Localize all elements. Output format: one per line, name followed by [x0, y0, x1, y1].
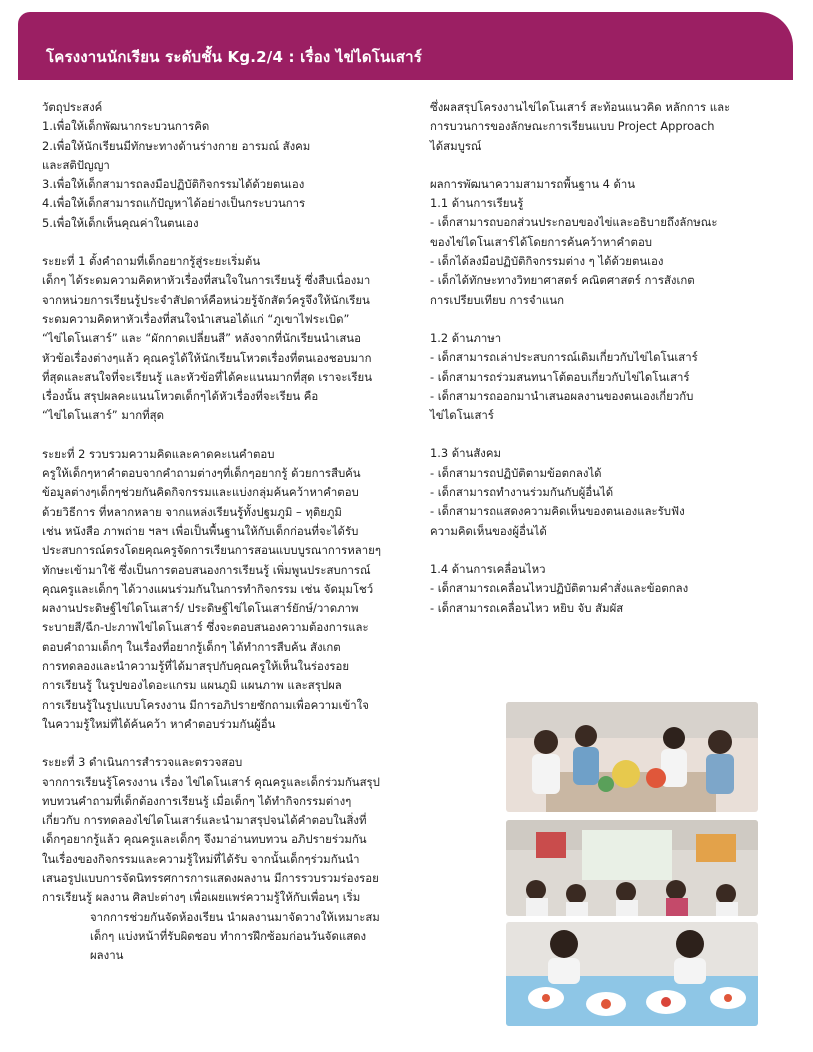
section-heading-movement: 1.4 ด้านการเคลื่อนไหว: [430, 561, 546, 576]
phase2-line: ข้อมูลต่างๆเด็กๆช่วยกันคิดกิจกรรมและแบ่งกลุ่มค้นคว้าหาคำตอบ: [42, 485, 359, 500]
activity-photo-1: [506, 702, 758, 812]
objective-item: 1.เพื่อให้เด็กพัฒนากระบวนการคิด: [42, 119, 210, 134]
phase2-line: ครูให้เด็กๆหาคำตอบจากคำถามต่างๆที่เด็กๆอยากรู้ ด้วยการสืบค้น: [42, 466, 361, 481]
phase3-line: จากการเรียนรู้โครงงาน เรื่อง ไข่ไดโนเสาร์ คุณครูและเด็กร่วมกันสรุป: [42, 774, 380, 789]
phase3-heading: ระยะที่ 3 ดำเนินการสำรวจและตรวจสอบ: [42, 755, 243, 770]
phase2-line: ผลงานประดิษฐ์ไข่ไดโนเสาร์/ ประดิษฐ์ไข่ไดโนเสาร์ยักษ์/วาดภาพ: [42, 601, 359, 616]
phase2-line: ตอบคำถามเด็กๆ ในเรื่องที่อยากรู้เด็กๆ ได้ทำการสืบค้น สังเกต: [42, 639, 341, 654]
section-line: ของไข่ไดโนเสาร์ได้โดยการค้นคว้าหาคำตอบ: [430, 234, 653, 249]
phase3-indented-line: จากการช่วยกันจัดห้องเรียน นำผลงานมาจัดวางให้เหมาะสม: [90, 909, 380, 924]
section-line: - เด็กสามารถเล่าประสบการณ์เดิมเกี่ยวกับไข่ไดโนเสาร์: [430, 350, 698, 365]
section-line: - เด็กสามารถทำงานร่วมกันกับผู้อื่นได้: [430, 485, 614, 500]
phase2-line: ระบายสี/ฉีก-ปะภาพไข่ไดโนเสาร์ ซึ่งจะตอบสนองความต้องการและ: [42, 620, 369, 635]
phase3-indented-line: เด็กๆ แบ่งหน้าที่รับผิดชอบ ทำการฝึกซ้อมก่อนวันจัดแสดง: [90, 928, 367, 943]
phase3-line: เสนอรูปแบบการจัดนิทรรศการการแสดงผลงาน มีการรวบรวมร่องรอย: [42, 870, 379, 885]
activity-photo-2: [506, 820, 758, 916]
section-line: - เด็กได้ทักษะทางวิทยาศาสตร์ คณิตศาสตร์ การสังเกต: [430, 273, 695, 288]
phase1-line: “ไข่ไดโนเสาร์” มากที่สุด: [42, 408, 164, 423]
right-column: [430, 98, 768, 618]
phase3-indented-line: ผลงาน: [90, 948, 124, 963]
intro-line: ซึ่งผลสรุปโครงงานไข่ไดโนเสาร์ สะท้อนแนวคิด หลักการ และ: [430, 100, 731, 114]
section-heading-language: 1.2 ด้านภาษา: [430, 330, 502, 345]
phase3-line: ทบทวนคำถามที่เด็กต้องการเรียนรู้ เมื่อเด็กๆ ได้ทำกิจกรรมต่างๆ: [42, 793, 352, 808]
phase2-line: การทดลองและนำความรู้ที่ได้มาสรุปกับคุณครูให้เห็นในร่องรอย: [42, 659, 350, 674]
left-column: [42, 98, 400, 965]
objective-item: 2.เพื่อให้นักเรียนมีทักษะทางด้านร่างกาย อารมณ์ สังคม: [42, 138, 311, 153]
section-line: ไข่ไดโนเสาร์: [430, 408, 494, 423]
phase2-line: ทักษะเข้ามาใช้ ซึ่งเป็นการตอบสนองการเรียนรู้ เพิ่มพูนประสบการณ์: [42, 562, 371, 577]
phase1-line: จากหน่วยการเรียนรู้ประจำสัปดาห์คือหน่วยรู้จักสัตว์ครูจึงให้นักเรียน: [42, 292, 370, 307]
section-line: - เด็กสามารถร่วมสนทนาโต้ตอบเกี่ยวกับไข่ไดโนเสาร์: [430, 369, 690, 384]
phase2-line: การเรียนรู้ในรูปแบบโครงงาน มีการอภิปรายซักถามเพื่อความเข้าใจ: [42, 697, 369, 712]
section-line: - เด็กได้ลงมือปฏิบัติกิจกรรมต่าง ๆ ได้ด้วยตนเอง: [430, 254, 664, 269]
intro-line: ได้สมบูรณ์: [430, 138, 482, 153]
development-heading: ผลการพัฒนาความสามารถพื้นฐาน 4 ด้าน: [430, 176, 636, 191]
phase2-line: คุณครูและเด็กๆ ได้วางแผนร่วมกันในการทำกิจกรรม เช่น จัดมุมโชว์: [42, 581, 374, 596]
section-line: - เด็กสามารถบอกส่วนประกอบของไข่และอธิบายถึงลักษณะ: [430, 215, 718, 230]
phase2-heading: ระยะที่ 2 รวบรวมความคิดและคาดคะเนคำตอบ: [42, 446, 275, 461]
phase1-line: ระดมความคิดหาหัวเรื่องที่สนใจนำเสนอได้แก่ “ภูเขาไฟระเบิด”: [42, 311, 350, 326]
phase1-line: ที่สุดและสนใจที่จะเรียนรู้ และหัวข้อที่ได้คะแนนมากที่สุด เราจะเรียน: [42, 369, 372, 384]
objective-item: 3.เพื่อให้เด็กสามารถลงมือปฏิบัติกิจกรรมได้ด้วยตนเอง: [42, 177, 305, 192]
phase1-line: เด็กๆ ได้ระดมความคิดหาหัวเรื่องที่สนใจในการเรียนรู้ ซึ่งสืบเนื่องมา: [42, 273, 371, 288]
objectives-heading: วัตถุประสงค์: [42, 100, 103, 114]
phase1-line: เรื่องนั้น สรุปผลคะแนนโหวตเด็กๆได้หัวเรื่องที่จะเรียน คือ: [42, 389, 319, 404]
objective-item: และสติปัญญา: [42, 157, 110, 172]
section-line: - เด็กสามารถแสดงความคิดเห็นของตนเองและรับฟัง: [430, 504, 685, 519]
phase2-line: ในความรู้ใหม่ที่ได้ค้นคว้า หาคำตอบร่วมกันผู้อื่น: [42, 716, 276, 731]
phase2-line: ประสบการณ์ตรงโดยคุณครูจัดการเรียนการสอนแบบบูรณาการหลายๆ: [42, 543, 381, 558]
phase2-line: การเรียนรู้ ในรูปของไดอะแกรม แผนภูมิ แผนภาพ และสรุปผล: [42, 678, 342, 693]
objective-item: 5.เพื่อให้เด็กเห็นคุณค่าในตนเอง: [42, 215, 199, 230]
section-line: ความคิดเห็นของผู้อื่นได้: [430, 523, 547, 538]
phase3-line: เด็กๆอยากรู้แล้ว คุณครูและเด็กๆ จึงมาอ่านทบทวน อภิปรายร่วมกัน: [42, 832, 367, 847]
intro-line: การบวนการของลักษณะการเรียนแบบ Project Approach: [430, 119, 715, 134]
phase1-line: หัวข้อเรื่องต่างๆแล้ว คุณครูได้ให้นักเรียนโหวตเรื่องที่ตนเองชอบมาก: [42, 350, 372, 365]
section-line: - เด็กสามารถเคลื่อนไหวปฏิบัติตามคำสั่งและข้อตกลง: [430, 581, 689, 596]
section-line: การเปรียบเทียบ การจำแนก: [430, 292, 564, 307]
phase3-line: การเรียนรู้ ผลงาน ศิลปะต่างๆ เพื่อเผยแพร่ความรู้ให้กับเพื่อนๆ เริ่ม: [42, 890, 361, 905]
phase2-line: เช่น หนังสือ ภาพถ่าย ฯลฯ เพื่อเป็นพื้นฐานให้กับเด็กก่อนที่จะได้รับ: [42, 523, 359, 538]
section-line: - เด็กสามารถออกมานำเสนอผลงานของตนเองเกี่ยวกับ: [430, 388, 694, 403]
section-line: - เด็กสามารถเคลื่อนไหว หยิบ จับ สัมผัส: [430, 600, 624, 615]
phase1-heading: ระยะที่ 1 ตั้งคำถามที่เด็กอยากรู้สู่ระยะเริ่มต้น: [42, 254, 261, 269]
section-line: - เด็กสามารถปฏิบัติตามข้อตกลงได้: [430, 465, 602, 480]
section-heading-social: 1.3 ด้านสังคม: [430, 446, 501, 461]
activity-photo-3: [506, 922, 758, 1026]
section-heading-learning: 1.1 ด้านการเรียนรู้: [430, 196, 524, 211]
header-banner: [18, 12, 793, 80]
phase2-line: ด้วยวิธีการ ที่หลากหลาย จากแหล่งเรียนรู้ทั้งปฐมภูมิ – ทุติยภูมิ: [42, 504, 342, 519]
objective-item: 4.เพื่อให้เด็กสามารถแก้ปัญหาได้อย่างเป็นกระบวนการ: [42, 196, 306, 211]
phase3-line: ในเรื่องของกิจกรรมและความรู้ใหม่ที่ได้รับ จากนั้นเด็กๆร่วมกันนำ: [42, 851, 360, 866]
phase1-line: “ไข่ไดโนเสาร์” และ “ผักกาดเปลี่ยนสี” หลังจากที่นักเรียนนำเสนอ: [42, 331, 361, 346]
phase3-line: เกี่ยวกับ การทดลองไข่ไดโนเสาร์และนำมาสรุปจนได้คำตอบในสิ่งที่: [42, 813, 367, 828]
page-title: โครงงานนักเรียน ระดับชั้น Kg.2/4 : เรื่อง ไข่ไดโนเสาร์: [46, 48, 423, 66]
